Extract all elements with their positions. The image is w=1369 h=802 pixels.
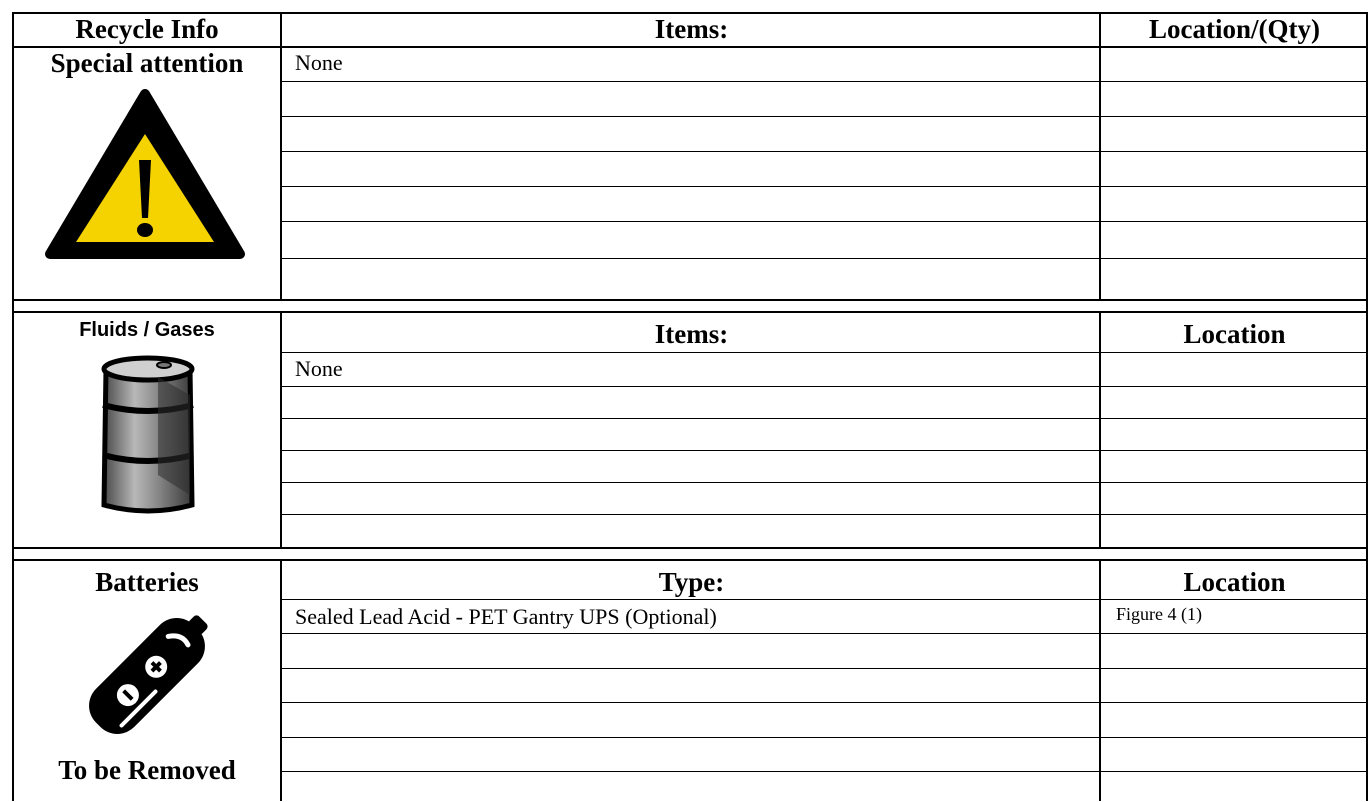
batteries-type-header: Type: bbox=[658, 567, 725, 597]
recycle-info-table bbox=[12, 12, 1368, 801]
separator-band-2 bbox=[12, 547, 1368, 559]
warning-triangle-icon bbox=[42, 86, 248, 264]
fluids-gases-title: Fluids / Gases bbox=[79, 319, 215, 341]
fluids-row-1-item: None bbox=[295, 356, 343, 381]
special-attention-title: Special attention bbox=[50, 48, 244, 78]
batteries-row-1-location: Figure 4 (1) bbox=[1116, 604, 1202, 624]
header-row bbox=[12, 12, 1368, 46]
batteries-title: Batteries bbox=[95, 567, 199, 597]
separator-band-1 bbox=[12, 299, 1368, 311]
batteries-note: To be Removed bbox=[58, 755, 236, 785]
batteries-location-header: Location bbox=[1183, 567, 1286, 597]
battery-icon bbox=[82, 611, 212, 741]
oil-drum-icon bbox=[98, 355, 198, 521]
batteries-section bbox=[12, 559, 1368, 801]
special-row-1-item: None bbox=[295, 50, 343, 75]
header-recycle-info: Recycle Info bbox=[75, 14, 219, 44]
batteries-row-1-item: Sealed Lead Acid - PET Gantry UPS (Optional) bbox=[295, 604, 717, 629]
header-items: Items: bbox=[654, 14, 729, 44]
fluids-items-header: Items: bbox=[654, 319, 729, 349]
special-attention-section bbox=[12, 46, 1368, 299]
fluids-location-header: Location bbox=[1183, 319, 1286, 349]
fluids-gases-section bbox=[12, 311, 1368, 547]
header-location-qty: Location/(Qty) bbox=[1149, 14, 1320, 44]
